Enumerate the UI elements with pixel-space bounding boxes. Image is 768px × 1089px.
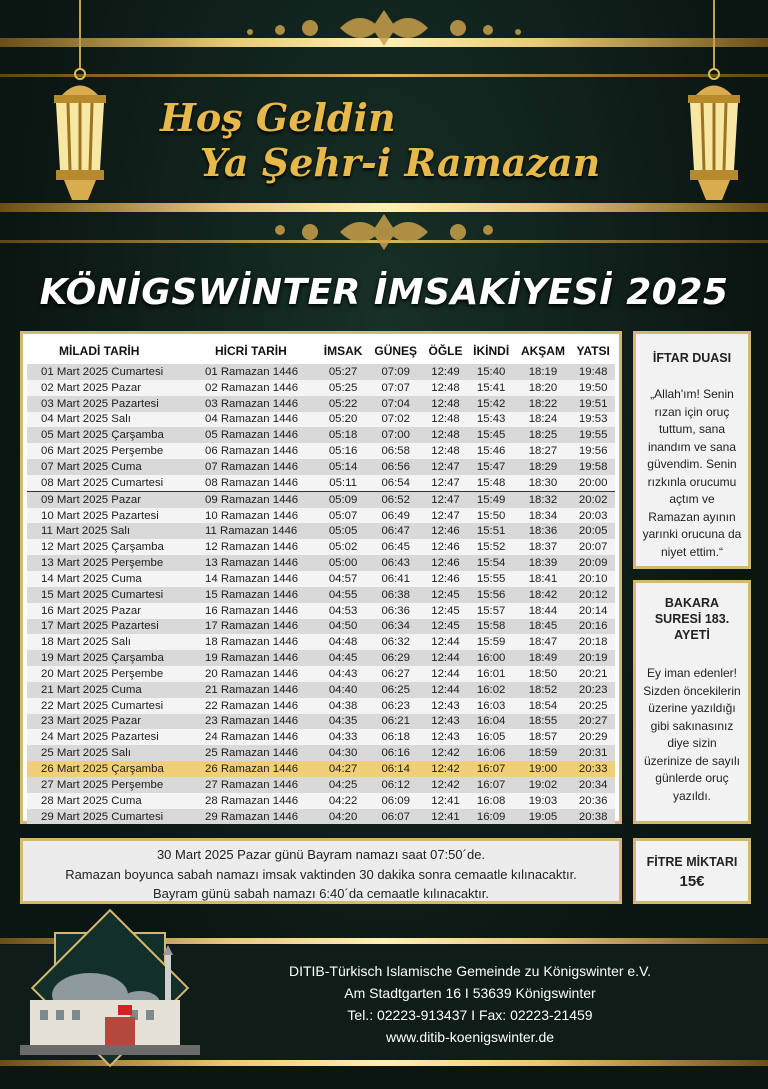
table-cell: 05 Mart 2025 Çarşamba (41, 429, 164, 442)
table-cell: 16:06 (476, 747, 506, 760)
table-cell: 06:54 (381, 476, 410, 489)
table-cell: 12:42 (431, 747, 460, 760)
table-cell: 20:00 (578, 476, 608, 489)
table-cell: 09 Ramazan 1446 (191, 491, 318, 507)
table-cell: 07:04 (381, 397, 410, 410)
table-cell: 15:43 (476, 413, 506, 426)
table-row (27, 523, 615, 539)
table-cell: 12:47 (431, 460, 460, 473)
table-row (27, 777, 615, 793)
table-cell: 04:27 (328, 763, 358, 776)
table-row (27, 491, 615, 507)
table-row (27, 714, 615, 730)
table-cell: 15:49 (468, 491, 515, 507)
table-cell: 15:40 (476, 365, 506, 378)
table-cell: 18:36 (528, 525, 558, 538)
table-cell: 18:54 (528, 699, 558, 712)
table-cell: 15:41 (476, 381, 506, 394)
note-line: 30 Mart 2025 Pazar günü Bayram namazı saat 07:50´de. (156, 847, 486, 862)
table-cell: 05:00 (328, 557, 358, 570)
table-cell: 06:36 (381, 604, 410, 617)
table-cell: 20:25 (578, 699, 608, 712)
table-cell: 19:55 (578, 429, 608, 442)
table-cell: 18:52 (528, 683, 558, 696)
table-cell: 12:48 (431, 381, 460, 394)
table-cell: 07 Mart 2025 Cuma (41, 460, 142, 473)
table-cell: 12:48 (431, 429, 460, 442)
table-cell: 07:09 (381, 365, 410, 378)
table-cell: 16 Mart 2025 Pazar (41, 604, 142, 617)
table-cell: 15:51 (476, 525, 506, 538)
table-cell: 26 Mart 2025 Çarşamba (41, 763, 164, 776)
table-cell: 12:44 (431, 667, 460, 680)
table-cell: 05:09 (318, 491, 368, 507)
table-cell: 12:47 (423, 491, 467, 507)
table-cell: 03 Ramazan 1446 (205, 397, 299, 410)
table-cell: 06:16 (381, 747, 410, 760)
table-cell: 20:38 (578, 810, 608, 823)
table-cell: 25 Ramazan 1446 (205, 747, 299, 760)
prayer-timetable (20, 331, 622, 824)
table-cell: 05:22 (328, 397, 358, 410)
table-cell: 12:47 (431, 509, 460, 522)
table-cell: 20:23 (578, 683, 608, 696)
table-cell: 05 Ramazan 1446 (205, 429, 299, 442)
table-cell: 04:25 (328, 778, 358, 791)
table-cell: 20 Mart 2025 Perşembe (41, 667, 164, 680)
table-cell: 06:25 (381, 683, 410, 696)
table-cell: 24 Mart 2025 Pazartesi (41, 731, 159, 744)
table-cell: 18:49 (528, 652, 558, 665)
table-cell: 04:45 (328, 652, 358, 665)
table-cell: 06:18 (381, 731, 410, 744)
table-cell: 18:59 (528, 747, 558, 760)
note-line: Ramazan boyunca sabah namazı imsak vaktinden 30 dakika sonra cemaatle kılınacaktır. (65, 866, 577, 882)
table-cell: 12:48 (431, 413, 460, 426)
table-cell: 15:59 (476, 636, 506, 649)
table-row (27, 587, 615, 603)
table-cell: 18:19 (528, 365, 558, 378)
table-cell: 19:00 (528, 763, 558, 776)
table-row (27, 396, 615, 412)
table-cell: 04:53 (328, 604, 358, 617)
table-cell: 18:39 (528, 557, 558, 570)
table-cell: 12:44 (431, 636, 460, 649)
table-cell: 12:44 (431, 652, 460, 665)
table-cell: 01 Ramazan 1446 (205, 365, 299, 378)
table-cell: 06:47 (381, 525, 410, 538)
table-cell: 12:41 (431, 794, 460, 807)
table-cell: 19 Mart 2025 Çarşamba (41, 652, 164, 665)
table-cell: 20:12 (578, 588, 608, 601)
website-link[interactable]: www.ditib-koenigswinter.de (385, 1029, 555, 1045)
ornament-top (200, 8, 568, 48)
table-cell: 12:48 (431, 397, 460, 410)
table-cell: 15:56 (476, 588, 506, 601)
table-cell: 04:43 (328, 667, 358, 680)
table-cell: 06:38 (381, 588, 410, 601)
iftar-prayer-box (633, 331, 751, 569)
table-cell: 12 Ramazan 1446 (205, 541, 299, 554)
table-row (27, 380, 615, 396)
col-header-ikindi: İKİNDİ (473, 344, 510, 358)
table-cell: 04:22 (328, 794, 358, 807)
table-cell: 05:02 (328, 541, 358, 554)
table-cell: 05:11 (329, 476, 357, 489)
table-cell: 06:32 (381, 636, 410, 649)
greeting-line-2: Ya Şehr-i Ramazan (199, 140, 601, 185)
table-cell: 20:10 (578, 572, 608, 585)
table-cell: 19:03 (528, 794, 558, 807)
table-cell: 24 Ramazan 1446 (205, 731, 299, 744)
table-cell: 20:31 (578, 747, 608, 760)
page-title: KÖNİGSWİNTER İMSAKİYESİ 2025 (39, 272, 729, 313)
table-cell: 05:14 (328, 460, 358, 473)
table-cell: 20:33 (578, 763, 608, 776)
table-cell: 06:12 (381, 778, 410, 791)
table-header-row (27, 338, 615, 364)
table-cell: 16:02 (476, 683, 506, 696)
address: Am Stadtgarten 16 I 53639 Königswinter (344, 985, 596, 1001)
fitre-box (633, 838, 751, 904)
table-cell: 17 Ramazan 1446 (205, 620, 299, 633)
table-cell: 19:53 (578, 413, 608, 426)
table-row (27, 459, 615, 475)
table-cell: 22 Ramazan 1446 (205, 699, 299, 712)
table-cell: 20:29 (578, 731, 608, 744)
table-cell: 20:16 (578, 620, 608, 633)
table-cell: 07 Ramazan 1446 (205, 460, 299, 473)
table-cell: 12:46 (431, 557, 460, 570)
table-cell: 12:41 (431, 810, 460, 823)
col-header-ogle: ÖĞLE (428, 344, 463, 358)
table-cell: 01 Mart 2025 Cumartesi (41, 365, 164, 378)
table-cell: 19:50 (578, 381, 608, 394)
table-cell: 20:09 (578, 557, 608, 570)
table-cell: 06:45 (381, 541, 410, 554)
table-cell: 18:27 (528, 445, 558, 458)
table-row (27, 666, 615, 682)
col-header-aksam: AKŞAM (520, 344, 565, 358)
table-row (27, 475, 615, 491)
table-cell: 20:14 (578, 604, 608, 617)
table-cell: 05:05 (328, 525, 358, 538)
table-cell: 04:20 (328, 810, 358, 823)
table-cell: 20:27 (578, 715, 608, 728)
table-cell: 16:07 (476, 778, 506, 791)
table-cell: 15:42 (476, 397, 506, 410)
table-cell: 18:41 (528, 572, 558, 585)
table-row (27, 364, 615, 380)
table-cell: 06:14 (381, 763, 410, 776)
table-cell: 29 Ramazan 1446 (205, 810, 299, 823)
table-cell: 05:07 (328, 509, 358, 522)
table-cell: 19:56 (578, 445, 608, 458)
table-cell: 07:02 (381, 413, 410, 426)
table-cell: 23 Mart 2025 Pazar (41, 715, 142, 728)
table-cell: 05:20 (328, 413, 358, 426)
table-cell: 21 Mart 2025 Cuma (41, 683, 142, 696)
table-cell: 27 Mart 2025 Perşembe (41, 778, 164, 791)
table-cell: 18:50 (528, 667, 558, 680)
table-row (27, 729, 615, 745)
table-cell: 19:05 (528, 810, 558, 823)
col-header-imsak: İMSAK (323, 344, 363, 358)
table-cell: 27 Ramazan 1446 (205, 778, 299, 791)
table-cell: 06:21 (381, 715, 410, 728)
table-cell: 06 Mart 2025 Perşembe (41, 445, 164, 458)
table-cell: 12:46 (431, 541, 460, 554)
table-cell: 14 Ramazan 1446 (205, 572, 299, 585)
table-cell: 04:35 (328, 715, 358, 728)
table-cell: 02 Ramazan 1446 (205, 381, 299, 394)
table-row (27, 698, 615, 714)
table-cell: 15:54 (476, 557, 506, 570)
table-row (27, 508, 615, 524)
table-cell: 16:05 (476, 731, 506, 744)
table-row (27, 809, 615, 825)
table-cell: 18:30 (528, 476, 558, 489)
table-row (27, 555, 615, 571)
table-cell: 08 Ramazan 1446 (205, 476, 299, 489)
table-cell: 20:36 (578, 794, 608, 807)
table-cell: 05:25 (328, 381, 358, 394)
table-cell: 22 Mart 2025 Cumartesi (41, 699, 164, 712)
table-row (27, 427, 615, 443)
note-line: Bayram günü sabah namazı 6:40´da cemaatle kılınacaktır. (152, 886, 490, 901)
table-row (27, 412, 615, 428)
lantern-right-icon (684, 0, 764, 210)
table-cell: 06:43 (381, 557, 410, 570)
bakara-text: Ey iman edenler! Sizden öncekilerin üzerine yazıldığı gibi sakınasınız diye sizin üzerinize de sayılı günlerde oruç yazıldı. (643, 666, 741, 803)
table-row (27, 634, 615, 650)
table-cell: 12:45 (431, 588, 460, 601)
table-cell: 06:34 (381, 620, 410, 633)
table-cell: 20:18 (578, 636, 608, 649)
table-cell: 15:47 (476, 460, 506, 473)
table-cell: 05:27 (328, 365, 358, 378)
bakara-title: BAKARA SURESİ 183. AYETİ (654, 596, 730, 642)
table-cell: 15:57 (476, 604, 506, 617)
table-cell: 06:29 (381, 652, 410, 665)
table-cell: 12 Mart 2025 Çarşamba (41, 541, 164, 554)
table-cell: 16:01 (476, 667, 506, 680)
table-cell: 19:58 (578, 460, 608, 473)
table-cell: 16:07 (476, 763, 506, 776)
table-cell: 07:00 (381, 429, 410, 442)
table-cell: 04:55 (328, 588, 358, 601)
table-cell: 28 Mart 2025 Cuma (41, 794, 142, 807)
table-cell: 13 Mart 2025 Perşembe (41, 557, 164, 570)
table-cell: 18:55 (528, 715, 558, 728)
bakara-verse-box (633, 580, 751, 824)
iftar-text: „Allah'ım! Senin rızan için oruç tuttum, sana inandım ve sana güvendim. Senin rızkınla orucumu açtım ve Ramazan ayının yarınki orucuna da niyet ettim.“ (642, 387, 742, 559)
table-cell: 06:49 (381, 509, 410, 522)
table-cell: 05:16 (328, 445, 358, 458)
table-cell: 04:40 (328, 683, 358, 696)
table-cell: 12:46 (431, 572, 460, 585)
table-cell: 12:42 (431, 778, 460, 791)
table-cell: 07:07 (381, 381, 410, 394)
table-cell: 08 Mart 2025 Cumartesi (41, 476, 164, 489)
table-cell: 15:58 (476, 620, 506, 633)
table-cell: 04:33 (328, 731, 358, 744)
table-cell: 06:09 (381, 794, 410, 807)
phone-fax: Tel.: 02223-913437 I Fax: 02223-21459 (347, 1007, 593, 1023)
table-cell: 15:48 (476, 476, 506, 489)
table-cell: 06:56 (381, 460, 410, 473)
table-cell: 06:58 (381, 445, 410, 458)
table-row (27, 443, 615, 459)
table-cell: 14 Mart 2025 Cuma (41, 572, 142, 585)
table-row (27, 761, 615, 777)
fitre-amount: 15€ (679, 873, 705, 890)
table-cell: 19:48 (578, 365, 608, 378)
table-cell: 17 Mart 2025 Pazartesi (41, 620, 159, 633)
table-cell: 03 Mart 2025 Pazartesi (41, 397, 159, 410)
table-row (27, 650, 615, 666)
table-cell: 04 Mart 2025 Salı (41, 413, 131, 426)
table-cell: 18:32 (515, 491, 572, 507)
table-cell: 19:02 (528, 778, 558, 791)
table-cell: 06:41 (381, 572, 410, 585)
table-row (27, 745, 615, 761)
table-cell: 18:37 (528, 541, 558, 554)
table-cell: 04:30 (328, 747, 358, 760)
col-header-yatsi: YATSI (576, 344, 610, 358)
table-cell: 16:09 (476, 810, 506, 823)
table-cell: 29 Mart 2025 Cumartesi (41, 810, 164, 823)
table-cell: 06 Ramazan 1446 (205, 445, 299, 458)
table-cell: 26 Ramazan 1446 (205, 763, 299, 776)
table-cell: 18:57 (528, 731, 558, 744)
col-header-miladi: MİLADİ TARİH (59, 344, 140, 358)
fitre-title: FİTRE MİKTARI (646, 855, 738, 869)
col-header-gunes: GÜNEŞ (374, 344, 418, 358)
table-cell: 18 Mart 2025 Salı (41, 636, 131, 649)
table-cell: 06:07 (381, 810, 410, 823)
table-row (27, 619, 615, 635)
table-cell: 12:45 (431, 620, 460, 633)
table-cell: 06:27 (381, 667, 410, 680)
table-cell: 19 Ramazan 1446 (205, 652, 299, 665)
table-cell: 23 Ramazan 1446 (205, 715, 299, 728)
table-cell: 15:55 (476, 572, 506, 585)
table-row (27, 793, 615, 809)
table-cell: 09 Mart 2025 Pazar (27, 491, 191, 507)
table-cell: 18:24 (528, 413, 558, 426)
table-cell: 12:45 (431, 604, 460, 617)
table-row (27, 571, 615, 587)
table-cell: 15:45 (476, 429, 506, 442)
table-cell: 05:18 (328, 429, 358, 442)
table-cell: 12:44 (431, 683, 460, 696)
table-cell: 20:21 (578, 667, 608, 680)
table-cell: 15:46 (476, 445, 506, 458)
table-cell: 11 Mart 2025 Salı (41, 525, 131, 538)
table-cell: 04:38 (328, 699, 358, 712)
table-cell: 06:23 (381, 699, 410, 712)
table-cell: 12:43 (431, 699, 460, 712)
table-cell: 06:52 (368, 491, 423, 507)
table-row (27, 682, 615, 698)
table-cell: 12:43 (431, 715, 460, 728)
col-header-hicri: HİCRİ TARİH (215, 344, 287, 358)
table-cell: 12:46 (431, 525, 460, 538)
table-cell: 12:49 (431, 365, 460, 378)
table-cell: 04 Ramazan 1446 (205, 413, 299, 426)
table-cell: 18:47 (528, 636, 558, 649)
table-cell: 19:51 (578, 397, 608, 410)
table-cell: 16 Ramazan 1446 (205, 604, 299, 617)
table-cell: 28 Ramazan 1446 (205, 794, 299, 807)
table-cell: 20:03 (578, 509, 608, 522)
table-cell: 18:22 (528, 397, 558, 410)
table-cell: 20:07 (578, 541, 608, 554)
table-cell: 10 Mart 2025 Pazartesi (41, 509, 159, 522)
table-cell: 15 Ramazan 1446 (205, 588, 299, 601)
table-cell: 04:48 (328, 636, 358, 649)
iftar-title: İFTAR DUASI (652, 351, 732, 365)
table-cell: 15:52 (476, 541, 506, 554)
table-cell: 12:42 (431, 763, 460, 776)
table-cell: 12:48 (431, 445, 460, 458)
table-cell: 16:00 (476, 652, 506, 665)
table-cell: 18:42 (528, 588, 558, 601)
table-cell: 25 Mart 2025 Salı (41, 747, 131, 760)
table-cell: 18:34 (528, 509, 558, 522)
table-cell: 20:34 (578, 778, 608, 791)
table-cell: 12:43 (431, 731, 460, 744)
ornament-bottom (200, 212, 568, 252)
table-cell: 21 Ramazan 1446 (205, 683, 299, 696)
table-cell: 11 Ramazan 1446 (205, 525, 298, 538)
table-cell: 18 Ramazan 1446 (205, 636, 299, 649)
table-cell: 10 Ramazan 1446 (205, 509, 299, 522)
table-cell: 18:45 (528, 620, 558, 633)
table-cell: 20:02 (571, 491, 615, 507)
table-cell: 04:50 (328, 620, 358, 633)
table-cell: 15:50 (476, 509, 506, 522)
table-cell: 20:05 (578, 525, 608, 538)
table-cell: 18:20 (528, 381, 558, 394)
table-row (27, 539, 615, 555)
table-cell: 18:25 (528, 429, 558, 442)
table-cell: 13 Ramazan 1446 (205, 557, 299, 570)
org-name: DITIB-Türkisch Islamische Gemeinde zu Königswinter e.V. (288, 963, 652, 979)
table-cell: 18:44 (528, 604, 558, 617)
table-row (27, 603, 615, 619)
table-cell: 16:04 (476, 715, 506, 728)
footer-contact (260, 960, 680, 1048)
table-cell: 15 Mart 2025 Cumartesi (41, 588, 164, 601)
greeting-line-1: Hoş Geldin (160, 95, 396, 140)
table-cell: 04:57 (328, 572, 358, 585)
table-cell: 16:08 (476, 794, 506, 807)
table-cell: 02 Mart 2025 Pazar (41, 381, 142, 394)
table-cell: 20:19 (578, 652, 608, 665)
lantern-left-icon (40, 0, 120, 210)
table-cell: 12:47 (431, 476, 460, 489)
mosque-image (20, 945, 200, 1055)
table-cell: 18:29 (528, 460, 558, 473)
table-cell: 20 Ramazan 1446 (205, 667, 299, 680)
table-cell: 16:03 (476, 699, 506, 712)
